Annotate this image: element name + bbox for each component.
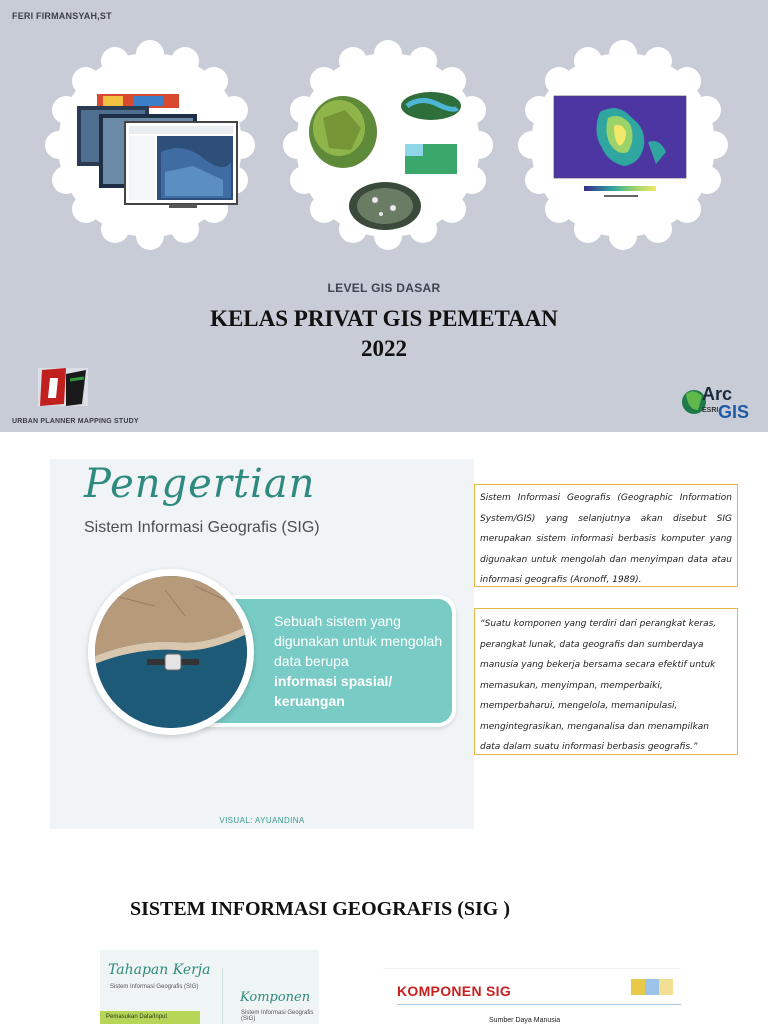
divider <box>397 1004 681 1005</box>
pengertian-title: Pengertian <box>84 461 316 507</box>
satellite-earth-image <box>88 569 254 735</box>
computer-screens-image <box>73 92 243 212</box>
badge-software-screens <box>45 40 255 250</box>
arcgis-arc-text: Arc <box>702 384 733 404</box>
tahapan-title: Tahapan Kerja <box>108 962 211 978</box>
arcgis-esri-text: ESRI <box>702 407 719 414</box>
visual-credit: VISUAL: AYUANDINA <box>219 816 305 825</box>
pengertian-subtitle: Sistem Informasi Geografis (SIG) <box>84 519 320 536</box>
author-name: FERI FIRMANSYAH,ST <box>12 11 112 21</box>
badge-elevation-map <box>518 40 728 250</box>
pengertian-card <box>50 459 474 829</box>
definition-box-aronoff: Sistem Informasi Geografis (Geographic Information System/GIS) yang selanjutnya akan disebut SIG merupakan sistem informasi berbasis komputer yang digunakan untuk mengolah dan menyimpan data atau informasi geografis (Aronoff, 1989). <box>474 484 738 587</box>
tahapan-subtitle: Sistem Informasi Geografis (SIG) <box>110 984 199 990</box>
pusat-logo-icon <box>631 977 673 999</box>
thumbnail-komponen-sig <box>383 968 681 1025</box>
course-title-year: 2022 <box>361 336 407 361</box>
arcgis-gis-text: GIS <box>718 402 750 422</box>
input-step-bar <box>100 1011 200 1024</box>
map-collage-image <box>301 88 471 233</box>
komponen-sig-title: KOMPONEN SIG <box>397 983 512 999</box>
callout-text <box>274 611 449 711</box>
definition-box-components: “Suatu komponen yang terdiri dari perangkat keras, perangkat lunak, data geografis dan sumberdaya manusia yang bekerja bersama secara efektif untuk memasukan, menyimpan, memperbaiki, memperbaharui, mengelola, memanipulasi, mengintegrasikan, menganalisa dan menampilkan data dalam suatu informasi berbasis geografis.” <box>474 608 738 755</box>
komponen-sig-subtitle: Sumber Daya Manusia <box>489 1017 561 1024</box>
course-level: LEVEL GIS DASAR <box>327 281 441 295</box>
course-title <box>0 304 768 364</box>
thumbnail-tahapan-kerja <box>100 950 319 1024</box>
elevation-raster-image <box>548 92 698 204</box>
divider <box>222 968 223 1024</box>
komponen-title: Komponen <box>240 990 311 1005</box>
komponen-subtitle: Sistem Informasi Geografis (SIG) <box>241 1010 314 1022</box>
callout-body: Sebuah sistem yang digunakan untuk mengolah data berupa <box>274 613 443 669</box>
urban-planner-logo-icon <box>36 364 94 412</box>
satellite-icon <box>95 576 247 728</box>
callout-emphasis: informasi spasial/ keruangan <box>274 673 393 709</box>
course-title-line1: KELAS PRIVAT GIS PEMETAAN <box>210 306 558 331</box>
arcgis-logo <box>680 380 760 426</box>
section-heading: SISTEM INFORMASI GEOGRAFIS (SIG ) <box>129 898 511 920</box>
cover-slide <box>0 0 768 432</box>
input-step-label: Pemasukan Data/Input <box>106 1014 168 1020</box>
badge-map-imagery <box>283 40 493 250</box>
urban-planner-label: URBAN PLANNER MAPPING STUDY <box>12 418 139 425</box>
